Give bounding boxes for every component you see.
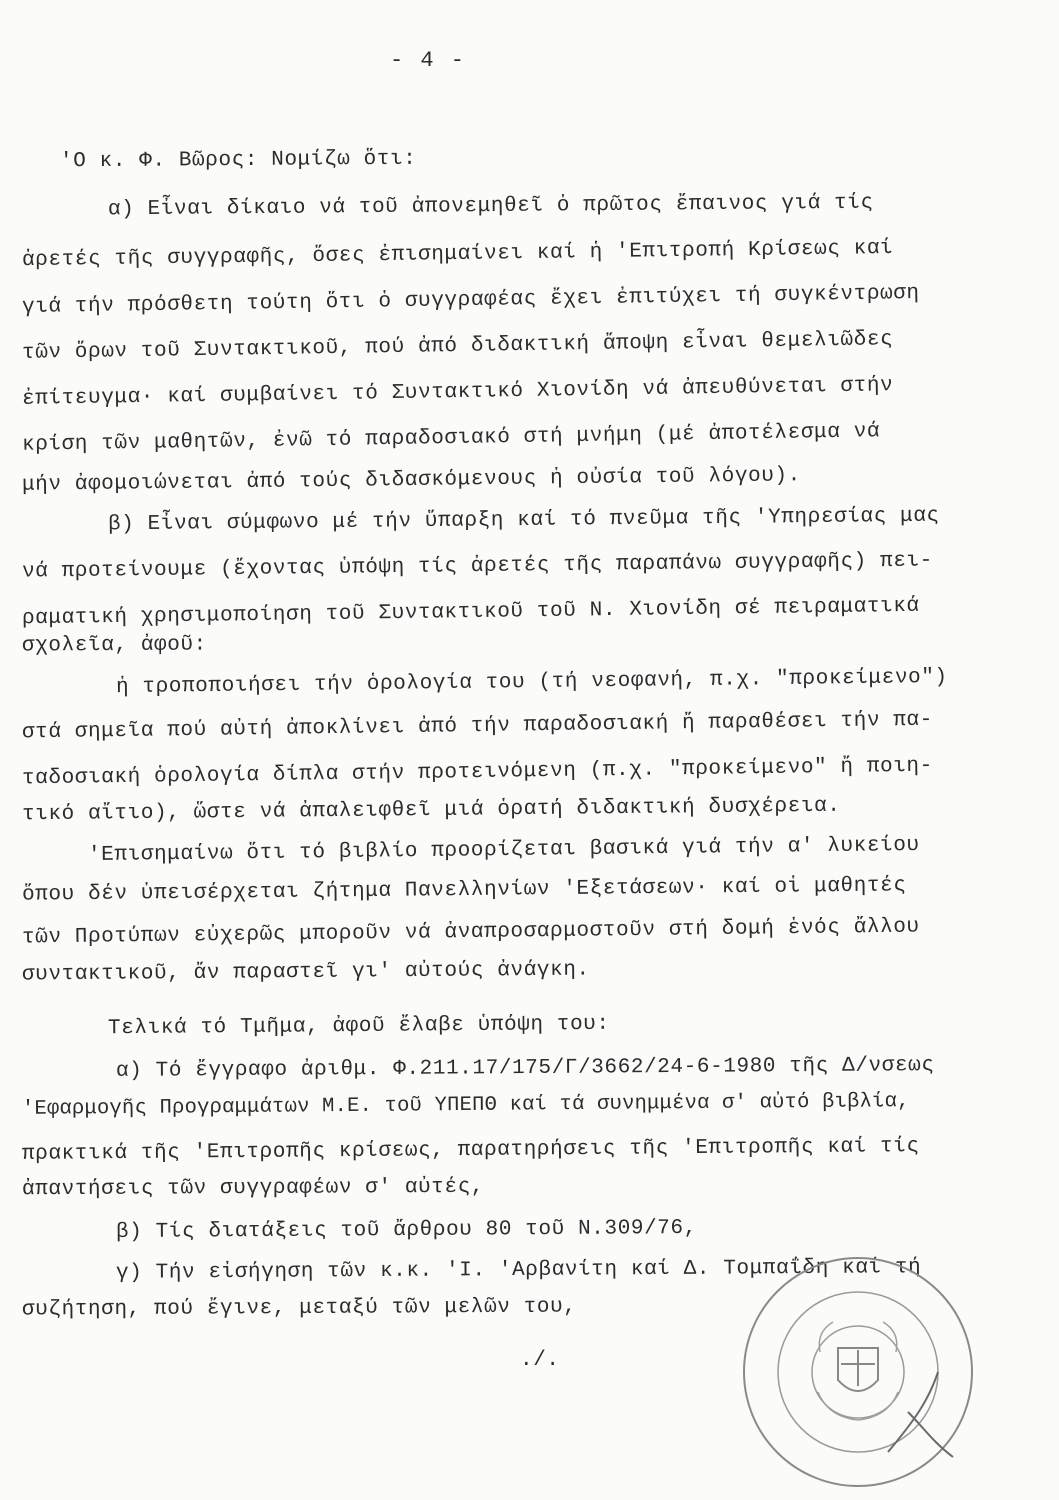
text-line: συζήτηση, πού ἔγινε, μεταξύ τῶν μελῶν του,: [21, 1295, 577, 1322]
text-line: 'Επισημαίνω ὅτι τό βιβλίο προορίζεται βασικά γιά τήν α' λυκείου: [87, 833, 920, 868]
text-line: α) Τό ἔγγραφο ἀριθμ. Φ.211.17/175/Γ/3662/24-6-1980 τῆς Δ/νσεως: [115, 1054, 935, 1083]
text-line: τικό αἴτιο), ὥστε νά ἀπαλειφθεῖ μιά ὁρατή διδακτική δυσχέρεια.: [21, 794, 841, 827]
text-line: β) Εἶναι σύμφωνο μέ τήν ὕπαρξη καί τό πνεῦμα τῆς 'Υπηρεσίας μας: [107, 504, 940, 537]
text-line: 'Εφαρμογῆς Προγραμμάτων Μ.Ε. τοῦ ΥΠΕΠΘ καί τά συνημμένα σ' αὐτό βιβλία,: [21, 1090, 910, 1121]
official-seal-icon: [738, 1252, 978, 1492]
text-line: ὅπου δέν ὑπεισέρχεται ζήτημα Πανελληνίων 'Εξετάσεων· καί οἱ μαθητές: [21, 874, 907, 907]
text-line: σχολεῖα, ἀφοῦ:: [21, 633, 207, 658]
text-line: 'Ο κ. Φ. Βῶρος: Νομίζω ὅτι:: [59, 147, 417, 174]
text-line: στά σημεῖα πού αὐτή ἀποκλίνει ἀπό τήν παραδοσιακή ἤ παραθέσει τήν πα-: [21, 708, 934, 745]
text-line: ἀπαντήσεις τῶν συγγραφέων σ' αὐτές,: [21, 1175, 485, 1202]
text-line: ἐπίτευγμα· καί συμβαίνει τό Συντακτικό Χιονίδη νά ἀπευθύνεται στήν: [21, 374, 894, 411]
text-line: ἡ τροποποιήσει τήν ὁρολογία του (τή νεοφανή, π.χ. "προκείμενο"): [115, 665, 948, 700]
text-line: μήν ἀφομοιώνεται ἀπό τούς διδασκόμενους ἡ οὐσία τοῦ λόγου).: [21, 464, 802, 497]
page-number: - 4 -: [390, 48, 467, 73]
text-line: τῶν Προτύπων εὐχερῶς μποροῦν νά ἀναπροσαρμοστοῦν στή δομή ἑνός ἄλλου: [21, 915, 920, 950]
text-line: ἀρετές τῆς συγγραφῆς, ὅσες ἐπισημαίνει καί ἡ 'Επιτροπή Κρίσεως καί: [21, 236, 894, 273]
text-line: β) Τίς διατάξεις τοῦ ἄρθρου 80 τοῦ Ν.309/76,: [115, 1216, 697, 1245]
text-line: Τελικά τό Τμῆμα, ἀφοῦ ἔλαβε ὑπόψη του:: [107, 1012, 610, 1041]
text-line: γ) Τήν εἰσήγηση τῶν κ.κ. 'Ι. 'Αρβανίτη καί Δ. Τομπαΐδη καί τή: [115, 1256, 922, 1285]
text-line: γιά τήν πρόσθετη τούτη ὅτι ὁ συγγραφέας ἔχει ἐπιτύχει τή συγκέντρωση: [21, 281, 920, 320]
text-line: ταδοσιακή ὁρολογία δίπλα στήν προτεινόμενη (π.χ. "προκείμενο" ἤ ποιη-: [21, 754, 934, 791]
text-line: νά προτείνουμε (ἔχοντας ὑπόψη τίς ἀρετές τῆς παραπάνω συγγραφῆς) πει-: [21, 549, 934, 584]
text-line: πρακτικά τῆς 'Επιτροπῆς κρίσεως, παρατηρήσεις τῆς 'Επιτροπῆς καί τίς: [21, 1135, 920, 1166]
text-line: συντακτικοῦ, ἄν παραστεῖ γι' αὐτούς ἀνάγκη.: [21, 958, 590, 987]
continuation-mark: ./.: [520, 1349, 560, 1372]
text-line: τῶν ὅρων τοῦ Συντακτικοῦ, πού ἀπό διδακτική ἄποψη εἶναι θεμελιῶδες: [21, 328, 894, 365]
text-line: ραματική χρησιμοποίηση τοῦ Συντακτικοῦ τοῦ Ν. Χιονίδη σέ πειραματικά: [21, 594, 920, 631]
text-line: κρίση τῶν μαθητῶν, ἐνῶ τό παραδοσιακό στή μνήμη (μέ ἀποτέλεσμα νά: [21, 420, 881, 457]
text-line: α) Εἶναι δίκαιο νά τοῦ ἀπονεμηθεῖ ὁ πρῶτος ἔπαινος γιά τίς: [107, 191, 874, 222]
